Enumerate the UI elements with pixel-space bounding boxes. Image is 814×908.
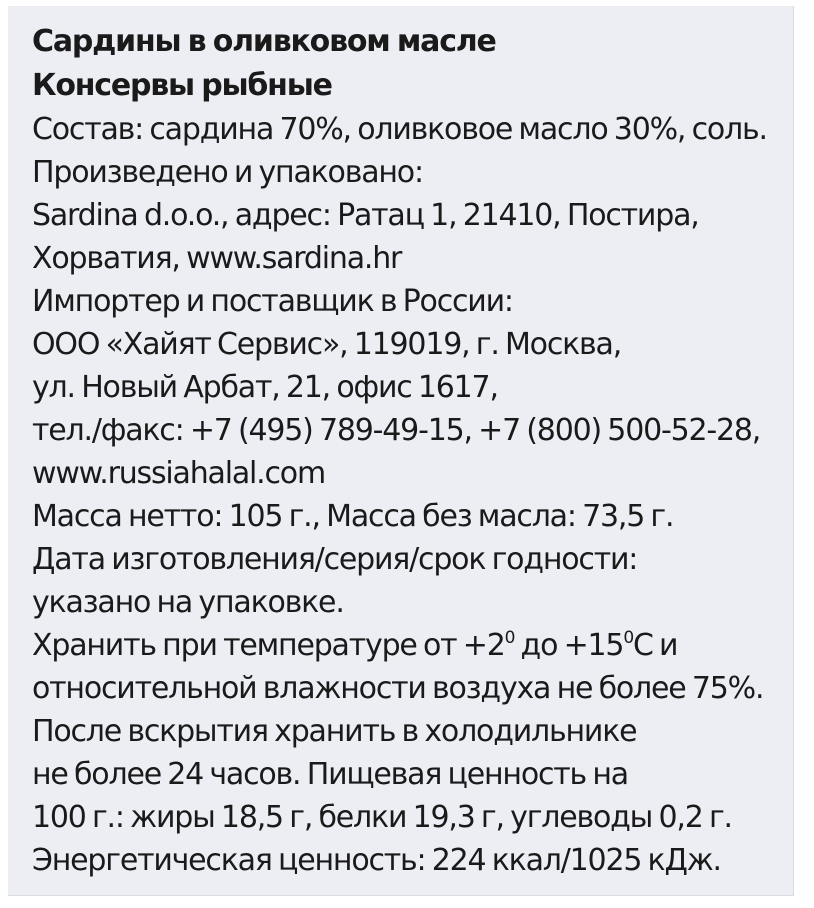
producer-country-line: Хорватия, www.sardina.hr (32, 241, 402, 276)
storage-temperature-line (32, 626, 677, 666)
producer-address-line: Sardina d.o.o., адрес: Ратац 1, 21410, Постира, (32, 198, 699, 233)
net-weight-line: Масса нетто: 105 г., Масса без масла: 73,5 г. (32, 499, 674, 534)
storage-temperature-text-2: до +15 (514, 628, 624, 663)
importer-heading-line: Импортер и поставщик в России: (32, 284, 513, 319)
website-line: www.russiahalal.com (32, 456, 325, 491)
nutrition-values-line: 100 г.: жиры 18,5 г, белки 19,3 г, углеводы 0,2 г. (32, 800, 732, 835)
product-title: Сардины в оливковом масле (32, 24, 496, 59)
importer-address-line: ул. Новый Арбат, 21, офис 1617, (32, 370, 498, 405)
energy-value-line: Энергетическая ценность: 224 ккал/1025 кДж. (32, 843, 721, 878)
phone-fax-line: тел./факс: +7 (495) 789-49-15, +7 (800) 500-52-28, (32, 413, 761, 448)
storage-temperature-text-3: С и (632, 628, 678, 663)
storage-temperature-text: Хранить при температуре от +2 (32, 628, 505, 663)
nutrition-intro-line: не более 24 часов. Пищевая ценность на (32, 757, 628, 792)
product-subtitle: Консервы рыбные (32, 68, 332, 103)
producer-heading-line: Произведено и упаковано: (32, 155, 423, 190)
importer-name-line: ООО «Хайят Сервис», 119019, г. Москва, (32, 327, 622, 362)
degree-superscript: 0 (504, 628, 515, 648)
production-date-line: Дата изготовления/серия/срок годности: (32, 542, 638, 577)
packaging-note-line: указано на упаковке. (32, 585, 344, 620)
degree-superscript-2: 0 (623, 628, 633, 648)
after-opening-line: После вскрытия хранить в холодильнике (32, 714, 637, 749)
humidity-line: относительной влажности воздуха не более 75%. (32, 671, 764, 706)
composition-line: Состав: сардина 70%, оливковое масло 30%, соль. (32, 112, 767, 147)
